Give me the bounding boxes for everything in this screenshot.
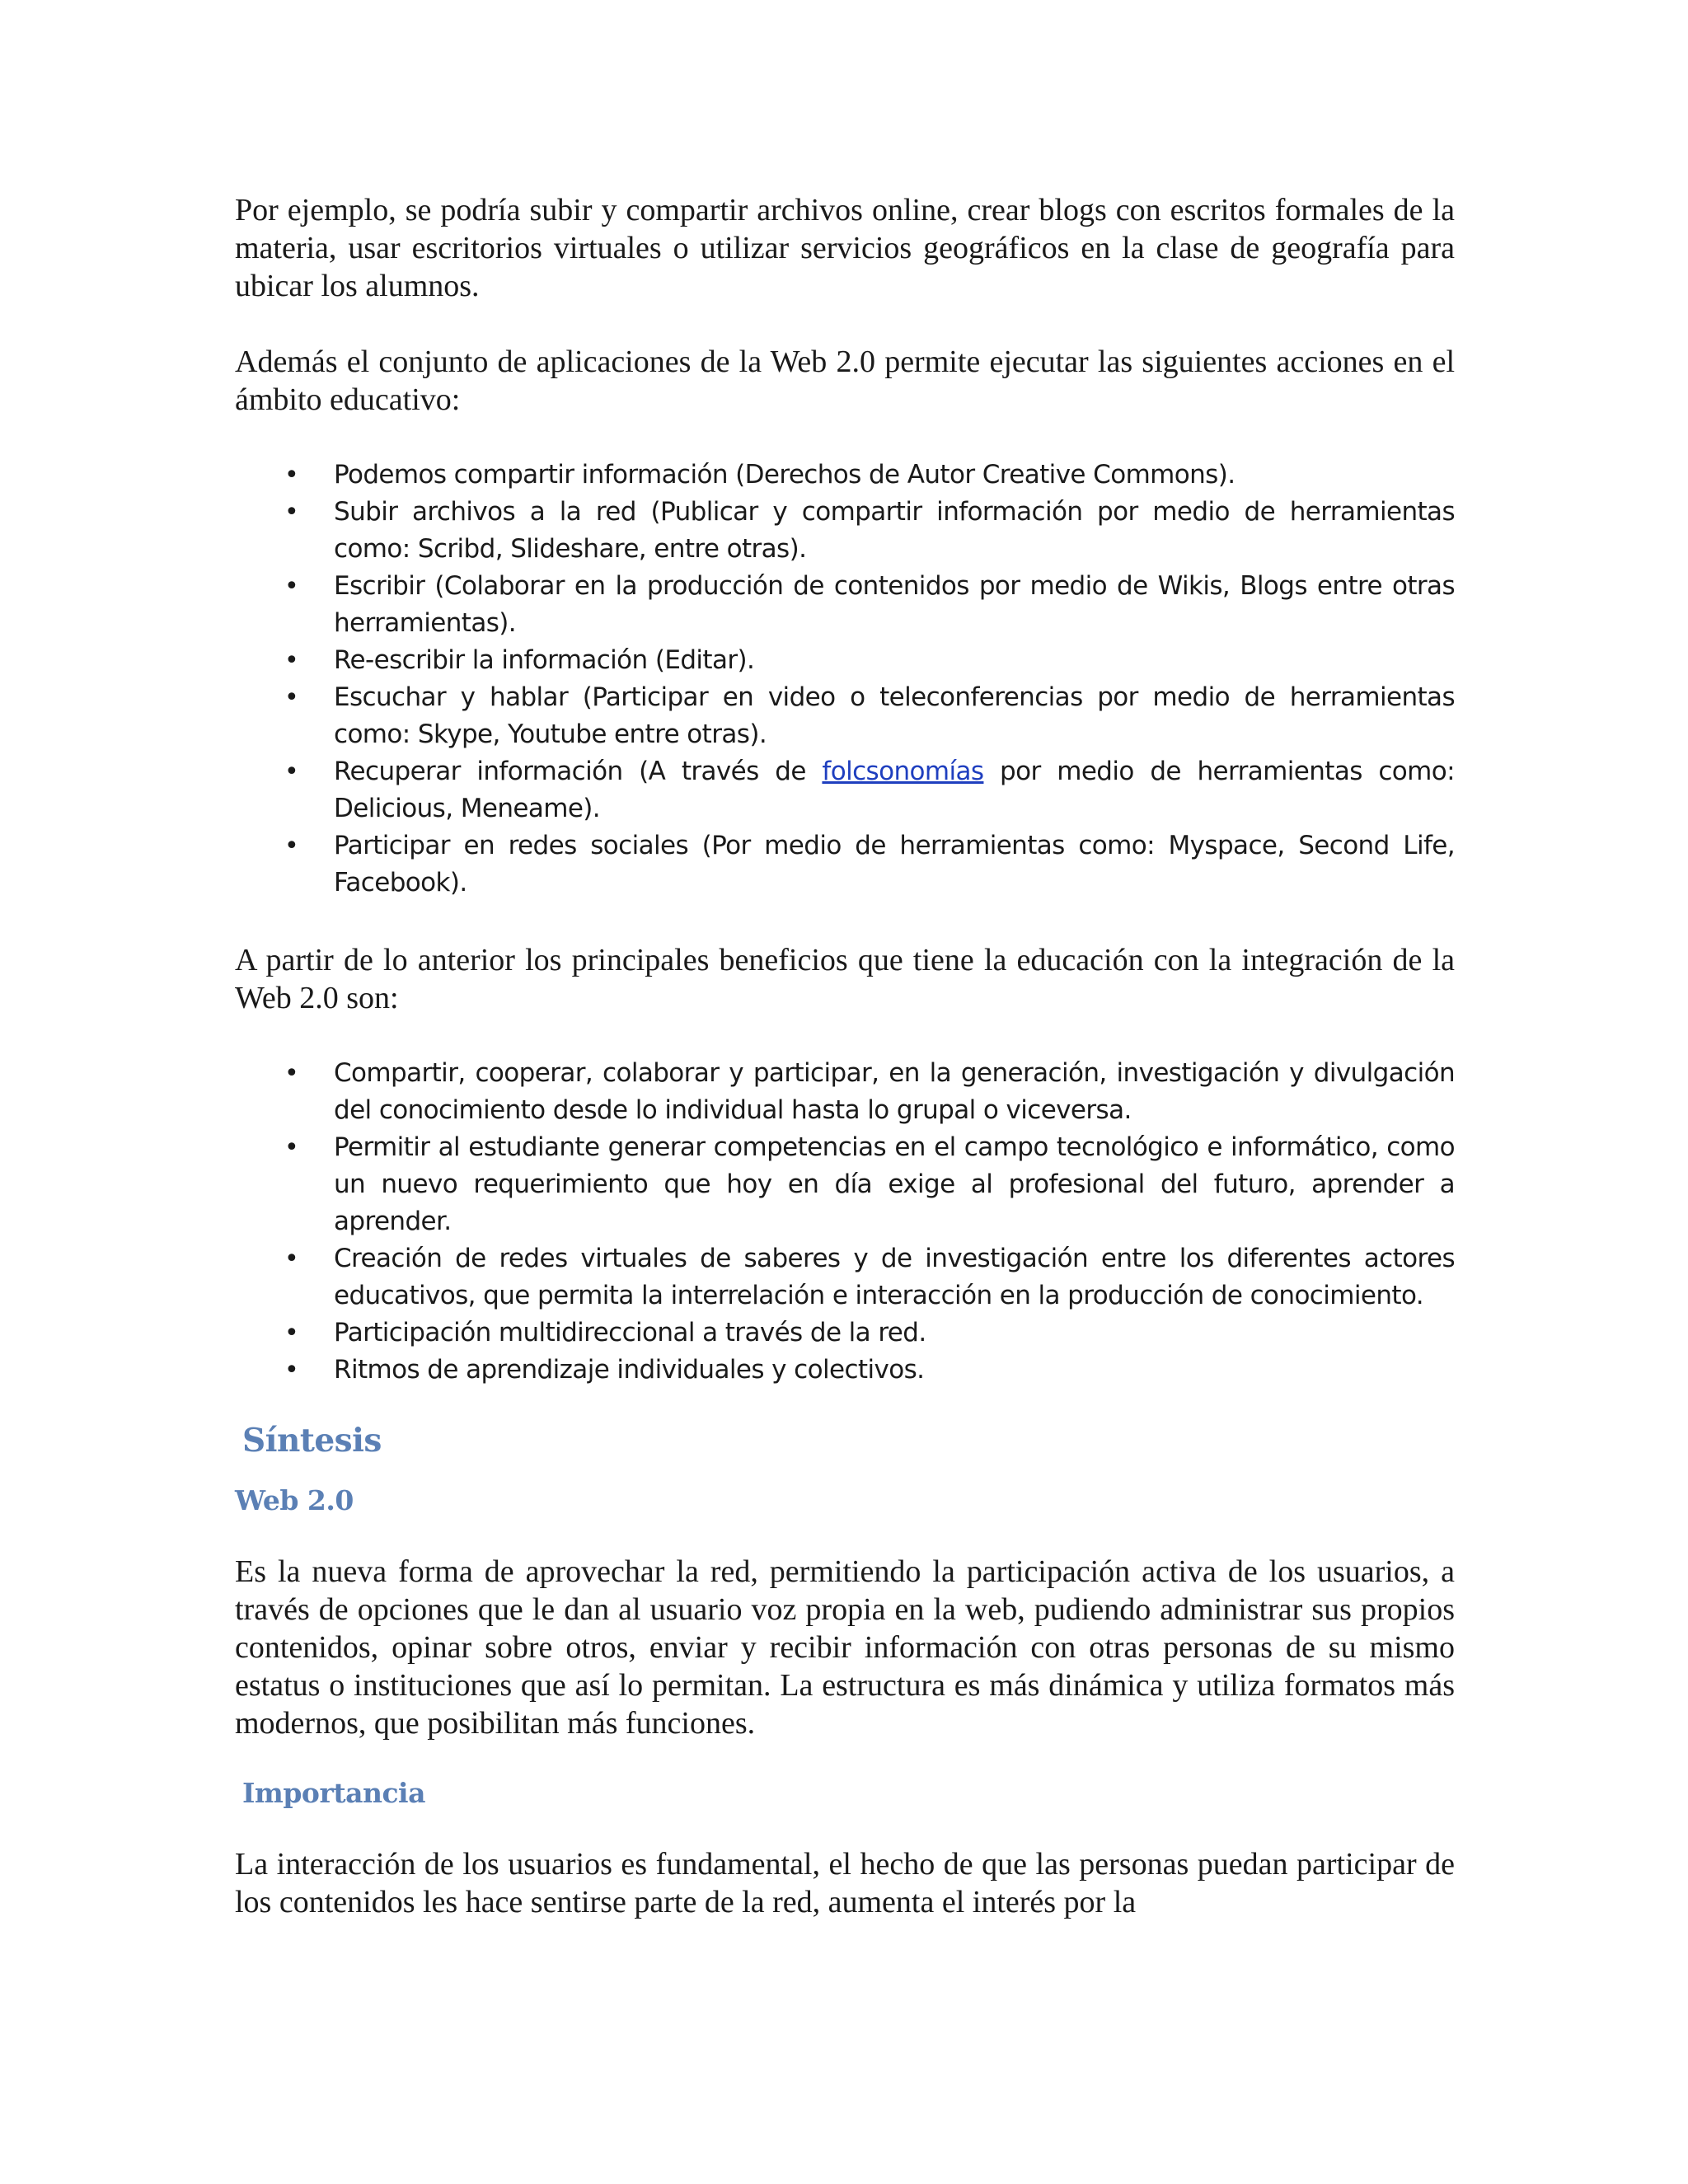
bullet-icon: • <box>284 572 299 601</box>
bullet-icon: • <box>284 461 299 490</box>
list-item: • Recuperar información (A través de folcsonomías por medio de herramientas como: Delicious, Meneame). <box>235 753 1455 827</box>
bullet-icon: • <box>284 757 299 786</box>
document-content <box>235 191 1455 1921</box>
list-item: • Permitir al estudiante generar competencias en el campo tecnológico e informático, como un nuevo requerimiento que hoy en día exige al profesional del futuro, aprender a aprender. <box>235 1129 1455 1240</box>
list-item: • Participación multidireccional a través de la red. <box>235 1315 1455 1352</box>
paragraph-benefits-intro: A partir de lo anterior los principales beneficios que tiene la educación con la integración de la Web 2.0 son: <box>235 943 1455 1015</box>
bullet-icon: • <box>284 498 299 527</box>
paragraph-actions-intro: Además el conjunto de aplicaciones de la Web 2.0 permite ejecutar las siguientes acciones en el ámbito educativo: <box>235 344 1455 417</box>
list-item: • Podemos compartir información (Derechos de Autor Creative Commons). <box>235 457 1455 494</box>
heading-web20: Web 2.0 <box>235 1484 354 1516</box>
list-item: • Escribir (Colaborar en la producción de contenidos por medio de Wikis, Blogs entre otras herramientas). <box>235 568 1455 642</box>
heading-sintesis: Síntesis <box>242 1422 382 1460</box>
list-item: • Participar en redes sociales (Por medio de herramientas como: Myspace, Second Life, Facebook). <box>235 827 1455 902</box>
bullet-icon: • <box>284 646 299 675</box>
bullet-icon: • <box>284 1319 299 1347</box>
bullet-icon: • <box>284 1244 299 1273</box>
list-item: • Creación de redes virtuales de saberes y de investigación entre los diferentes actores educativos, que permita la interrelación e interacción en la producción de conocimiento. <box>235 1240 1455 1315</box>
paragraph-web20-definition: Es la nueva forma de aprovechar la red, permitiendo la participación activa de los usuarios, a través de opciones que le dan al usuario voz propia en la web, pudiendo administrar sus propios contenidos, opinar sobre otros, enviar y recibir información con otras personas de su mismo estatus o instituciones que así lo permitan. La estructura es más dinámica y utiliza formatos más modernos, que posibilitan más funciones. <box>235 1554 1455 1741</box>
bullet-icon: • <box>284 1356 299 1385</box>
benefits-list <box>235 1055 1455 1389</box>
list-item: • Subir archivos a la red (Publicar y compartir información por medio de herramientas como: Scribd, Slideshare, entre otras). <box>235 494 1455 568</box>
list-item: • Re-escribir la información (Editar). <box>235 642 1455 679</box>
list-item: • Escuchar y hablar (Participar en video o teleconferencias por medio de herramientas como: Skype, Youtube entre otras). <box>235 679 1455 753</box>
bullet-icon: • <box>284 1059 299 1088</box>
list-item: • Ritmos de aprendizaje individuales y colectivos. <box>235 1352 1455 1389</box>
list-item: • Compartir, cooperar, colaborar y participar, en la generación, investigación y divulgación del conocimiento desde lo individual hasta lo grupal o viceversa. <box>235 1055 1455 1129</box>
paragraph-importancia: La interacción de los usuarios es fundamental, el hecho de que las personas puedan participar de los contenidos les hace sentirse parte de la red, aumenta el interés por la <box>235 1847 1455 1919</box>
bullet-icon: • <box>284 1133 299 1162</box>
bullet-icon: • <box>284 683 299 712</box>
bullet-icon: • <box>284 832 299 860</box>
actions-list <box>235 457 1455 902</box>
paragraph-examples: Por ejemplo, se podría subir y compartir archivos online, crear blogs con escritos formales de la materia, usar escritorios virtuales o utilizar servicios geográficos en la clase de geografía para ubicar los alumnos. <box>235 193 1455 303</box>
heading-importancia: Importancia <box>242 1777 425 1809</box>
folcsonomias-link[interactable]: folcsonomías <box>822 757 984 786</box>
